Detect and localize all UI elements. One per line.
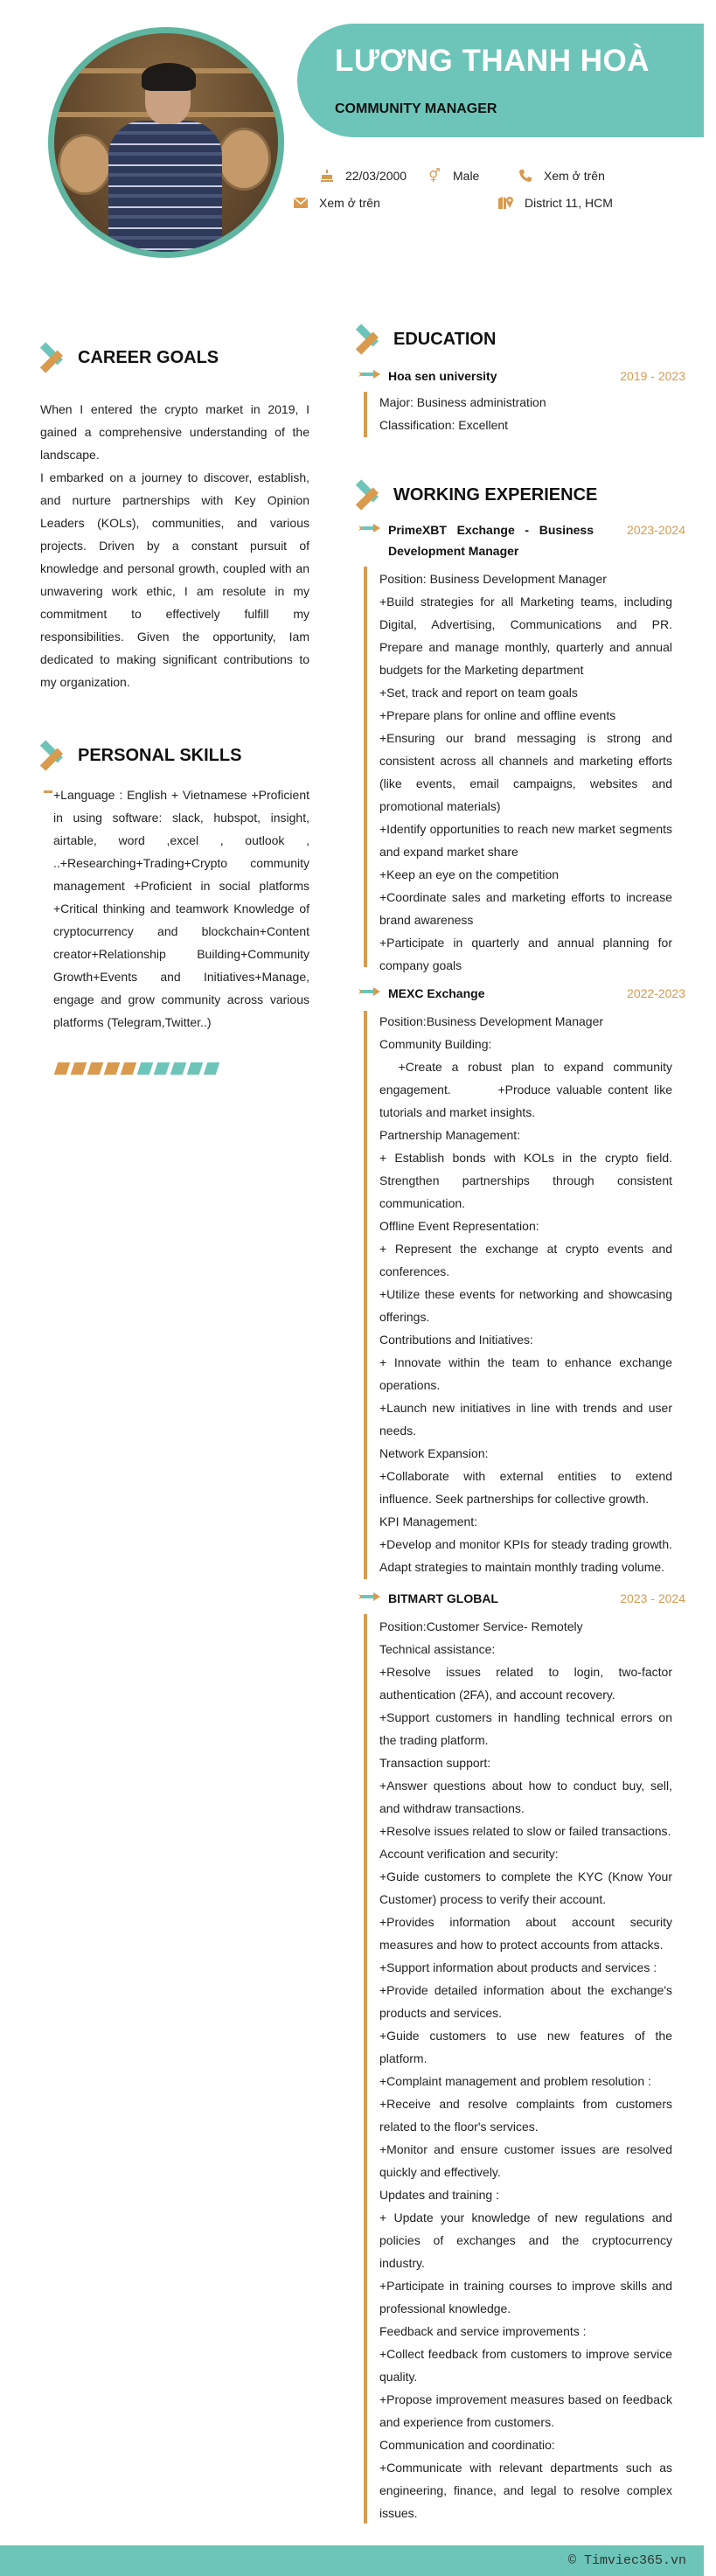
footer-bar — [0, 2545, 704, 2576]
rating-segment-empty — [154, 1062, 170, 1075]
timeline-bar — [364, 392, 367, 437]
company-name: PrimeXBT Exchange - Business Development Manager — [388, 523, 594, 558]
experience-line: Contributions and Initiatives: — [379, 1333, 533, 1347]
experience-line: +Build strategies for all Marketing teams, including Digital, Advertising, Communications and PR. Prepare and manage monthly, quarterly and annual budgets for the Marketing department — [379, 595, 672, 677]
experience-heading — [357, 477, 597, 513]
experience-line: +Propose improvement measures based on feedback and experience from customers. — [379, 2392, 672, 2429]
experience-line: +Utilize these events for networking and showcasing offerings. — [379, 1287, 676, 1324]
experience-entry-header — [358, 519, 691, 561]
education-entry-header — [358, 366, 691, 386]
rating-segment-empty — [170, 1062, 187, 1075]
experience-line: Network Expansion: — [379, 1446, 489, 1460]
experience-line: +Answer questions about how to conduct buy, sell, and withdraw transactions. — [379, 1779, 672, 1815]
experience-line: +Resolve issues related to slow or failed transactions. — [379, 1824, 671, 1838]
timeline-bar — [364, 1011, 367, 1579]
phone-value: Xem ở trên — [544, 169, 605, 183]
birthday-value: 22/03/2000 — [345, 169, 407, 183]
name-banner — [297, 24, 704, 137]
phone-field — [518, 168, 605, 184]
rating-segment-empty — [187, 1062, 204, 1075]
personal-skills-text: +Language : English + Vietnamese +Proficient in using software: slack, hubspot, insight, airtable, word ,excel , outlook , ..+Researching+Trading+Crypto community management +Proficient in social platforms +Critical thinking and teamwork Knowledge of cryptocurrency and blockchain+Content creator+Relationship Building+Community Growth+Events and Initiatives+Manage, engage and grow community across various platforms (Telegram,Twitter..) — [53, 788, 309, 1029]
skill-bullet-mark — [44, 790, 52, 793]
experience-line: +Support customers in handling technical errors on the trading platform. — [379, 1710, 672, 1747]
phone-icon — [518, 168, 533, 184]
experience-line: +Complaint management and problem resolution : — [379, 2074, 651, 2088]
birthday-field — [319, 168, 407, 184]
timeline-bar — [364, 567, 367, 967]
experience-line: +Participate in training courses to improve skills and professional knowledge. — [379, 2279, 672, 2315]
address-value: District 11, HCM — [525, 196, 613, 210]
education-line: Major: Business administration — [379, 395, 546, 409]
experience-line: + Innovate within the team to enhance exchange operations. — [379, 1355, 676, 1392]
education-heading — [357, 321, 496, 358]
timeline-bar — [364, 1614, 367, 2524]
experience-line: +Communicate with relevant departments such as engineering, finance, and legal to resolve complex issues. — [379, 2461, 672, 2520]
footer-copyright: © Timviec365.vn — [567, 2553, 686, 2568]
career-goals-heading — [41, 339, 219, 376]
rating-segment-empty — [204, 1062, 220, 1075]
experience-details — [379, 567, 672, 977]
experience-line: Position:Business Development Manager — [379, 1014, 604, 1028]
map-pin-icon — [498, 195, 514, 211]
section-title: EDUCATION — [393, 329, 497, 349]
experience-date: 2023-2024 — [627, 523, 685, 537]
rating-segment-empty — [137, 1062, 154, 1075]
photo-person-shirt — [108, 121, 222, 252]
rating-segment-filled — [104, 1062, 121, 1075]
experience-line: +Provides information about account security measures and how to protect accounts from attacks. — [379, 1915, 672, 1952]
avatar-frame — [48, 27, 284, 258]
education-date: 2019 - 2023 — [620, 369, 685, 383]
experience-entry-header — [358, 983, 691, 1004]
company-name: BITMART GLOBAL — [388, 1591, 498, 1605]
experience-line: Community Building: — [379, 1037, 492, 1051]
experience-line: +Monitor and ensure customer issues are resolved quickly and effectively. — [379, 2142, 672, 2179]
experience-line: +Launch new initiatives in line with trends and user needs. — [379, 1401, 676, 1438]
job-title: COMMUNITY MANAGER — [335, 101, 497, 116]
photo-barrel — [58, 134, 112, 195]
rating-segment-filled — [71, 1062, 87, 1075]
experience-line: +Participate in quarterly and annual planning for company goals — [379, 936, 672, 972]
email-field — [293, 195, 380, 211]
email-value: Xem ở trên — [319, 196, 380, 210]
experience-line: + Establish bonds with KOLs in the crypto field. Strengthen partnerships through consistent communication. — [379, 1151, 676, 1210]
personal-skills-heading — [41, 737, 241, 774]
chevron-icon — [357, 477, 379, 513]
experience-line: +Create a robust plan to expand community engagement. +Produce valuable content like tutorials and market insights. — [379, 1060, 676, 1119]
gender-icon: ⚥ — [428, 169, 441, 184]
experience-line: +Coordinate sales and marketing efforts to increase brand awareness — [379, 890, 672, 927]
experience-line: Offline Event Representation: — [379, 1219, 539, 1233]
gender-field — [427, 168, 479, 184]
experience-line: KPI Management: — [379, 1514, 478, 1528]
arrow-right-icon — [358, 1591, 379, 1603]
school-name: Hoa sen university — [388, 369, 497, 383]
photo-person-hair — [142, 63, 196, 91]
experience-line: Communication and coordinatio: — [379, 2438, 555, 2452]
address-field — [498, 195, 613, 211]
experience-line: Updates and training : — [379, 2188, 499, 2202]
experience-line: +Set, track and report on team goals — [379, 686, 578, 700]
experience-line: Position:Customer Service- Remotely — [379, 1619, 583, 1633]
experience-line: Position: Business Development Manager — [379, 572, 607, 586]
experience-line: Partnership Management: — [379, 1128, 521, 1142]
experience-entry-header — [358, 1588, 691, 1609]
experience-line: +Guide customers to complete the KYC (Know Your Customer) process to verify their account. — [379, 1869, 672, 1906]
experience-date: 2022-2023 — [627, 986, 685, 1000]
arrow-right-icon — [358, 522, 379, 534]
education-details — [379, 391, 672, 436]
rating-segment-filled — [54, 1062, 71, 1075]
rating-segment-filled — [87, 1062, 104, 1075]
arrow-right-icon — [358, 985, 379, 998]
photo-barrel — [217, 128, 271, 191]
cake-icon — [319, 168, 335, 184]
experience-line: +Prepare plans for online and offline events — [379, 708, 616, 722]
experience-date: 2023 - 2024 — [620, 1591, 685, 1605]
education-line: Classification: Excellent — [379, 418, 509, 432]
experience-line: +Identify opportunities to reach new market segments and expand market share — [379, 822, 672, 859]
experience-line: +Support information about products and services : — [379, 1960, 657, 1974]
career-goals-paragraph: When I entered the crypto market in 2019, I gained a comprehensive understanding of the landscape. — [40, 402, 309, 462]
chevron-icon — [41, 737, 64, 774]
experience-line: +Receive and resolve complaints from customers related to the floor's services. — [379, 2097, 672, 2134]
rating-segment-filled — [121, 1062, 137, 1075]
experience-details — [379, 1615, 672, 2524]
envelope-icon — [293, 195, 309, 211]
experience-line: +Resolve issues related to login, two-factor authentication (2FA), and account recovery. — [379, 1665, 672, 1702]
career-goals-text — [40, 398, 309, 693]
experience-line: Feedback and service improvements : — [379, 2324, 587, 2338]
career-goals-paragraph: I embarked on a journey to discover, establish, and nurture partnerships with Key Opinion Leaders (KOLs), communities, and various projects. Driven by a constant pursuit of knowledge and personal growth, coupled with an unwavering work ethic, I am resolute in my commitment to effectively fulfill my responsibilities. Given the opportunity, Iam dedicated to making significant contributions to my organization. — [40, 470, 309, 689]
experience-line: Account verification and security: — [379, 1847, 559, 1861]
experience-line: Technical assistance: — [379, 1642, 496, 1656]
avatar-photo — [54, 33, 278, 252]
candidate-name: LƯƠNG THANH HOÀ — [335, 44, 650, 78]
section-title: CAREER GOALS — [78, 347, 219, 367]
experience-line: +Guide customers to use new features of the platform. — [379, 2029, 672, 2065]
experience-details — [379, 1010, 676, 1578]
section-title: PERSONAL SKILLS — [78, 745, 242, 765]
experience-line: +Ensuring our brand messaging is strong and consistent across all channels and marketing efforts (like events, email campaigns, websites and promotional materials) — [379, 731, 672, 813]
chevron-icon — [357, 321, 379, 358]
skill-rating-bar — [56, 1062, 218, 1075]
experience-line: +Provide detailed information about the exchange's products and services. — [379, 1983, 672, 2020]
experience-line: +Collaborate with external entities to extend influence. Seek partnerships for collective growth. — [379, 1469, 676, 1506]
chevron-icon — [41, 339, 64, 376]
experience-line: + Represent the exchange at crypto events and conferences. — [379, 1242, 676, 1278]
gender-value: Male — [453, 169, 480, 183]
arrow-right-icon — [358, 368, 379, 380]
experience-line: Transaction support: — [379, 1756, 491, 1770]
experience-line: + Update your knowledge of new regulations and policies of exchanges and the cryptocurrency industry. — [379, 2210, 672, 2270]
section-title: WORKING EXPERIENCE — [393, 484, 598, 505]
experience-line: +Keep an eye on the competition — [379, 867, 560, 881]
company-name: MEXC Exchange — [388, 986, 485, 1000]
experience-line: +Develop and monitor KPIs for steady trading growth. Adapt strategies to maintain monthly trading volume. — [379, 1537, 676, 1574]
experience-line: +Collect feedback from customers to improve service quality. — [379, 2347, 672, 2384]
